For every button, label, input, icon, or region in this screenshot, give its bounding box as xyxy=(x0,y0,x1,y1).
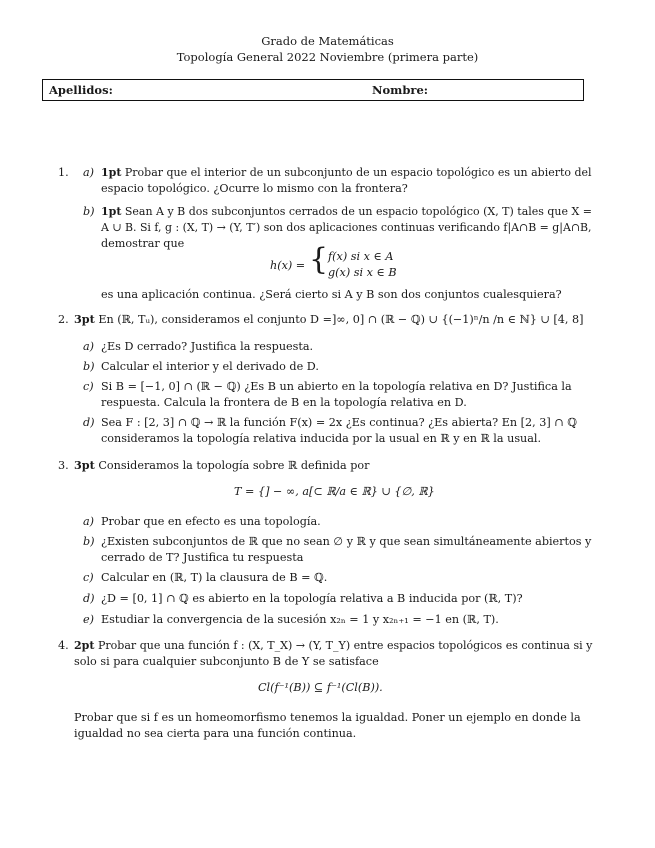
q2-points: 3pt xyxy=(74,312,95,326)
q1a-text-line2: espacio topológico. ¿Ocurre lo mismo con la frontera? xyxy=(101,182,408,195)
h-function-lhs: h(x) = xyxy=(270,259,306,272)
q2c-text-line1: Si B = [−1, 0] ∩ (ℝ − ℚ) ¿Es B un abierto en la topología relativa en D? Justifica la xyxy=(101,380,572,393)
q3-number: 3. xyxy=(58,459,69,472)
q1b-text: Sean A y B dos subconjuntos cerrados de un espacio topológico (X, T) tales que X = xyxy=(124,205,593,218)
q3a-text: Probar que en efecto es una topología. xyxy=(101,515,321,528)
q2d-text-line2: consideramos la topología relativa inducida por la usual en ℝ y en ℝ la usual. xyxy=(101,432,542,445)
q2d-label: d) xyxy=(83,416,95,429)
q1b-text-line1 xyxy=(101,203,592,220)
h-case-1: f(x) si x ∈ A xyxy=(328,250,394,263)
q2-number: 2. xyxy=(58,313,69,326)
header-degree: Grado de Matemáticas xyxy=(261,34,394,48)
q4-text-line4: igualdad no sea cierta para una función continua. xyxy=(74,727,357,740)
q4-points: 2pt xyxy=(74,638,95,652)
q3c-label: c) xyxy=(83,571,94,584)
q3e-text: Estudiar la convergencia de la sucesión x₂ₙ = 1 y x₂ₙ₊₁ = −1 en (ℝ, T). xyxy=(101,613,499,626)
q2b-text: Calcular el interior y el derivado de D. xyxy=(101,360,319,373)
q4-text-line2: solo si para cualquier subconjunto B de Y se satisface xyxy=(74,655,379,668)
q1a-label: a) xyxy=(83,166,95,179)
q2a-text: ¿Es D cerrado? Justifica la respuesta. xyxy=(101,340,314,353)
q2a-label: a) xyxy=(83,340,95,353)
q1b-text-line3: demostrar que xyxy=(101,237,185,250)
q4-text-line3: Probar que si f es un homeomorfismo tenemos la igualdad. Poner un ejemplo en donde la xyxy=(74,711,581,724)
q3b-label: b) xyxy=(83,535,95,548)
q4-text-line1 xyxy=(74,637,592,654)
q1a-text: Probar que el interior de un subconjunto de un espacio topológico es un abierto del xyxy=(124,166,592,179)
q3b-text-line2: cerrado de T? Justifica tu respuesta xyxy=(101,551,304,564)
q3-topology-formula: T = {] − ∞, a[⊂ ℝ/a ∈ ℝ} ∪ {∅, ℝ} xyxy=(234,485,435,498)
q2-intro xyxy=(74,311,583,328)
q3-intro xyxy=(74,457,370,474)
header-course: Topología General 2022 Noviembre (primera parte) xyxy=(176,50,479,64)
q4-closure-formula: Cl(f⁻¹(B)) ⊆ f⁻¹(Cl(B)). xyxy=(258,681,383,694)
q1a-text-line1 xyxy=(101,164,592,181)
piecewise-brace: { xyxy=(309,242,329,277)
q3e-label: e) xyxy=(83,613,94,626)
q3-intro-text: Consideramos la topología sobre ℝ definida por xyxy=(98,459,370,472)
firstname-label: Nombre: xyxy=(372,83,429,97)
surname-label: Apellidos: xyxy=(49,83,113,97)
q3c-text: Calcular en (ℝ, T) la clausura de B = ℚ. xyxy=(101,571,328,584)
q2-intro-text: En (ℝ, Tᵤ), consideramos el conjunto D =]∞, 0] ∩ (ℝ − ℚ) ∪ {(−1)ⁿ/n /n ∈ ℕ} ∪ [4, 8] xyxy=(98,313,584,326)
q3b-text-line1: ¿Existen subconjuntos de ℝ que no sean ∅ y ℝ y que sean simultáneamente abiertos y xyxy=(101,535,592,548)
q2d-text-line1: Sea F : [2, 3] ∩ ℚ → ℝ la función F(x) = 2x ¿Es continua? ¿Es abierta? En [2, 3] ∩ ℚ xyxy=(101,416,577,429)
q1b-points: 1pt xyxy=(101,204,122,218)
q1b-text-line4: es una aplicación continua. ¿Será cierto si A y B son dos conjuntos cualesquiera? xyxy=(101,288,562,301)
q1-number: 1. xyxy=(58,166,69,179)
q3a-label: a) xyxy=(83,515,95,528)
q4-text: Probar que una función f : (X, T_X) → (Y, T_Y) entre espacios topológicos es continua si y xyxy=(97,639,593,652)
q1a-points: 1pt xyxy=(101,165,122,179)
q2c-label: c) xyxy=(83,380,94,393)
h-case-2: g(x) si x ∈ B xyxy=(328,266,397,279)
q3d-text: ¿D = [0, 1] ∩ ℚ es abierto en la topología relativa a B inducida por (ℝ, T)? xyxy=(101,592,523,605)
q1b-label: b) xyxy=(83,205,95,218)
q4-number: 4. xyxy=(58,639,69,652)
q2c-text-line2: respuesta. Calcula la frontera de B en la topología relativa en D. xyxy=(101,396,467,409)
q3-points: 3pt xyxy=(74,458,95,472)
q3d-label: d) xyxy=(83,592,95,605)
name-box xyxy=(42,79,584,101)
q2b-label: b) xyxy=(83,360,95,373)
q1b-text-line2: A ∪ B. Si f, g : (X, T) → (Y, T′) son dos aplicaciones continuas verificando f|A∩B = g|A∩B, xyxy=(101,221,592,234)
